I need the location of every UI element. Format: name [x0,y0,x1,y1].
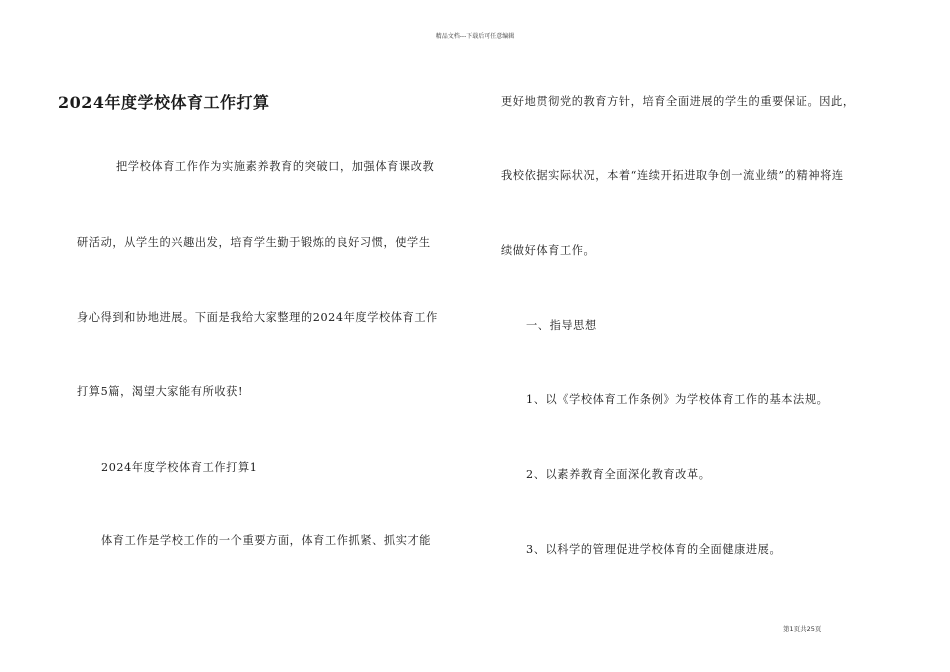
right-paragraph-line-1: 更好地贯彻党的教育方针，培育全面进展的学生的重要保证。因此， [501,95,855,108]
left-paragraph-line-4: 打算5篇，渴望大家能有所收获! [77,385,244,398]
right-paragraph-line-2: 我校依据实际状况，本着“连续开拓进取争创一流业绩”的精神将连 [501,169,844,182]
list-item-2: 2、以素养教育全面深化教育改革。 [526,468,711,481]
left-paragraph-line-1: 把学校体育工作作为实施素养教育的突破口，加强体育课改教 [116,160,435,173]
list-item-1: 1、以《学校体育工作条例》为学校体育工作的基本法规。 [526,393,829,406]
right-paragraph-line-3: 续做好体育工作。 [501,244,596,257]
document-title: 2024年度学校体育工作打算 [58,93,270,112]
header-note: 精品文档---下载后可任意编辑 [435,33,515,40]
list-item-3: 3、以科学的管理促进学校体育的全面健康进展。 [526,543,782,556]
page-number: 第1页共25页 [783,625,822,633]
left-paragraph-line-5: 体育工作是学校工作的一个重要方面，体育工作抓紧、抓实才能 [101,534,432,547]
left-paragraph-line-3: 身心得到和协地进展。下面是我给大家整理的2024年度学校体育工作 [77,311,438,324]
section-heading-plan-1: 2024年度学校体育工作打算1 [101,461,258,474]
guiding-thought-heading: 一、指导思想 [526,319,597,332]
left-paragraph-line-2: 研活动，从学生的兴趣出发，培育学生勤于锻炼的良好习惯，使学生 [77,236,431,249]
